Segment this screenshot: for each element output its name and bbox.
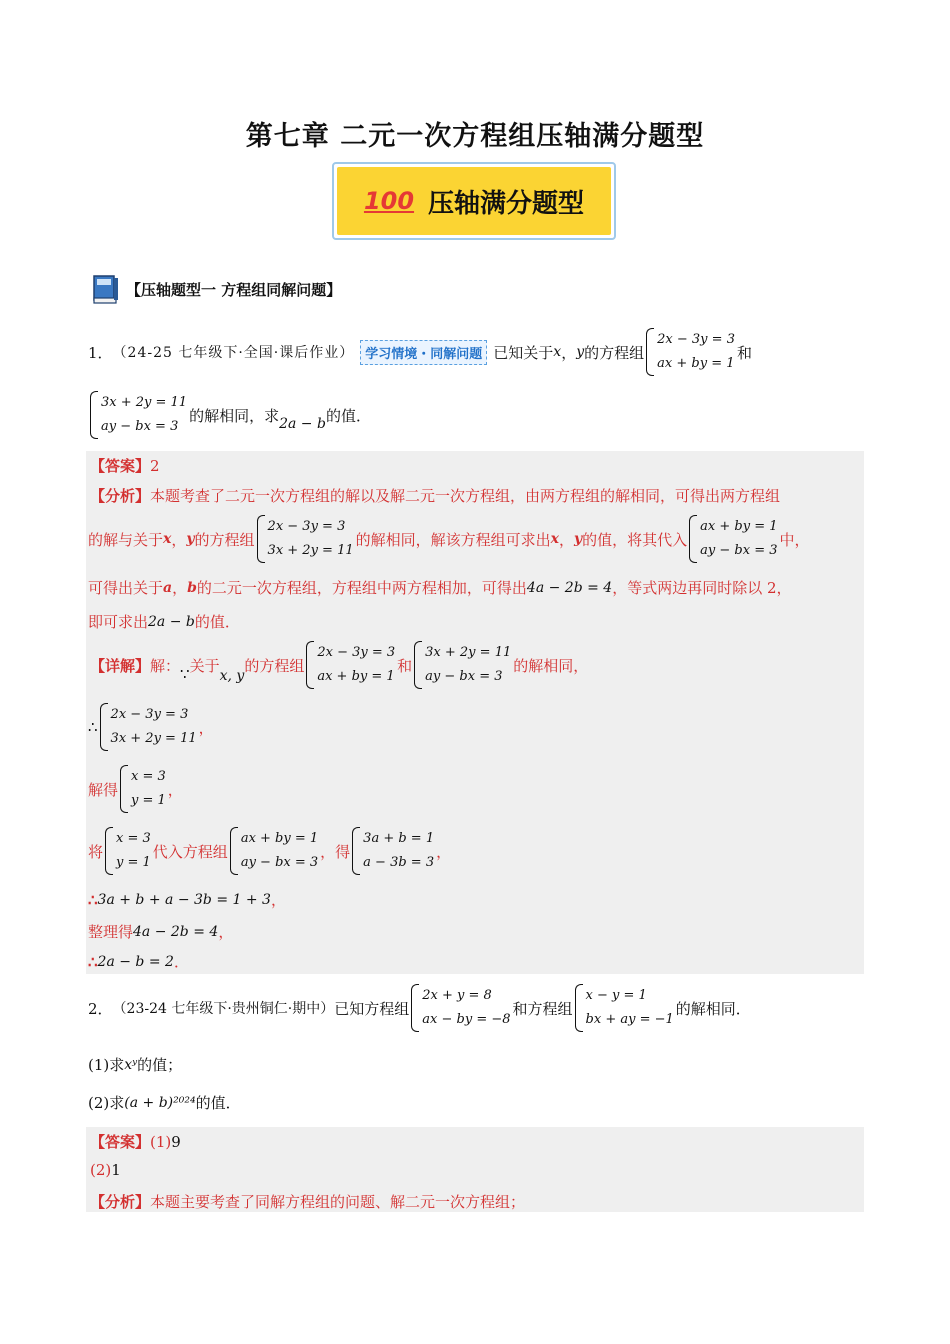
q2-text1: 已知方程组 — [334, 999, 410, 1018]
q1-number: 1． — [88, 343, 113, 362]
therefore-icon-3: ∴ — [88, 952, 98, 971]
analysis1-text2i: 中， — [779, 530, 810, 549]
analysis1-text1: 本题考查了二元一次方程组的解以及解二元一次方程组，由两方程组的解相同，可得出两方程组 — [150, 487, 781, 505]
q1-expr: 2a − b — [279, 416, 326, 432]
q1-and: 和 — [736, 343, 752, 362]
detail1-comma3: ， — [167, 780, 183, 799]
answer2-box — [86, 1127, 864, 1212]
q2-text3: 的解相同． — [675, 999, 751, 1018]
detail1-and: 和 — [397, 656, 413, 675]
detail1-text4c: ，得 — [320, 842, 351, 861]
answer2-part2-value: 1 — [111, 1161, 121, 1179]
analysis2-text: 本题主要考查了同解方程组的问题、解二元一次方程组； — [150, 1193, 526, 1211]
answer2-part1-label: (1) — [150, 1132, 172, 1151]
q2-part1 — [88, 1054, 182, 1075]
q2-part2-text: 的值． — [195, 1094, 241, 1112]
q2-system-b: x − y = 1 bx + ay = −1 — [575, 984, 674, 1032]
analysis1-text3e: 的二元一次方程组，方程组中两方程相加，可得出 — [196, 579, 527, 597]
detail1-system5: 3a + b = 1 a − 3b = 3 — [352, 827, 434, 875]
therefore-icon: ∴ — [88, 718, 98, 736]
analysis1-text4c: 的值． — [194, 613, 240, 631]
q1-system-b: 3x + 2y = 11 ay − bx = 3 — [90, 391, 187, 439]
detail1-comma5: ， — [270, 891, 286, 909]
detail1-comma4: ， — [436, 842, 452, 861]
answer1-value: 2 — [150, 456, 160, 475]
q1-text4: 的值． — [325, 406, 371, 425]
detail1-eq6: 4a − 2b = 4 — [133, 923, 219, 940]
analysis1-text3a: 可得出关于 — [88, 579, 164, 597]
answer1-label: 【答案】 — [90, 457, 151, 475]
analysis1-x2: x — [550, 531, 559, 547]
analysis1-y: y — [186, 531, 195, 547]
analysis1-text2h: 的值，将其代入 — [582, 530, 688, 549]
detail1-text4b: 代入方程组 — [152, 842, 228, 861]
analysis1-eq: 4a − 2b = 4 — [526, 579, 613, 596]
q2-part2-expr: (a + b)²⁰²⁴ — [124, 1094, 196, 1111]
analysis1-text4a: 即可求出 — [88, 613, 149, 631]
book-icon — [90, 272, 122, 306]
q1-y: y — [576, 344, 585, 360]
detail1-text6a: 整理得 — [88, 923, 134, 941]
analysis1-system2: ax + by = 1 ay − bx = 3 — [689, 515, 777, 563]
answer2-part1-value: 9 — [171, 1132, 181, 1151]
q1-line2 — [88, 391, 371, 439]
detail1-text1c: 关于 — [189, 656, 220, 675]
detail1-solution: x = 3 y = 1 — [120, 765, 166, 813]
hundred-icon: 100 — [363, 187, 415, 215]
analysis1-y2: y — [574, 531, 583, 547]
section-heading — [90, 272, 341, 306]
answer2-label: 【答案】 — [90, 1133, 151, 1151]
detail1-eq5: 3a + b + a − 3b = 1 + 3 — [97, 891, 271, 908]
detail1-label: 【详解】 — [90, 656, 151, 675]
q1-line1 — [88, 328, 752, 376]
q2-part2-label: (2)求 — [88, 1094, 125, 1112]
q2-system-a: 2x + y = 8 ax − by = −8 — [411, 984, 510, 1032]
therefore-icon-2: ∴ — [88, 890, 98, 909]
detail1-system4: ax + by = 1 ay − bx = 3 — [230, 827, 318, 875]
analysis1-expr: 2a − b — [148, 613, 195, 630]
q2-part1-text: 的值； — [137, 1056, 183, 1074]
analysis1-text2b: 的方程组 — [194, 530, 255, 549]
q2-number: 2． — [88, 999, 113, 1018]
answer2-part2-label: (2) — [90, 1161, 112, 1179]
detail1-comma2: ， — [198, 718, 214, 737]
analysis1-text2d: 的解相同，解该方程组可求出 — [355, 530, 551, 549]
analysis1-system: 2x − 3y = 3 3x + 2y = 11 — [257, 515, 354, 563]
detail1-solve-label: 解得 — [88, 780, 119, 799]
detail1-text4a: 将 — [88, 842, 104, 861]
q1-text2: 的方程组 — [584, 343, 645, 362]
because-icon: ∵ — [180, 665, 190, 683]
detail1-text1e: 的方程组 — [244, 656, 305, 675]
analysis1-x: x — [163, 531, 172, 547]
analysis1-comma2: ， — [559, 530, 575, 549]
detail1-system1: 2x − 3y = 3 ax + by = 1 — [306, 641, 395, 689]
page-title: 第七章 二元一次方程组压轴满分题型 — [245, 121, 705, 152]
detail1-text1g: 的解相同， — [513, 656, 589, 675]
banner — [332, 162, 616, 240]
analysis1-a: a — [163, 579, 173, 596]
answer1-box — [86, 451, 864, 974]
analysis2-label: 【分析】 — [90, 1193, 151, 1211]
analysis1-b: b — [187, 579, 197, 596]
detail1-text1a: 解： — [150, 656, 181, 675]
q1-source: （24-25 七年级下·全国·课后作业） — [112, 345, 355, 361]
detail1-eq7: 2a − b = 2 — [97, 953, 174, 970]
q2-text2: 和方程组 — [512, 999, 573, 1018]
detail1-comma6: ， — [218, 923, 234, 941]
analysis1-text2a: 的解与关于 — [88, 530, 164, 549]
banner-label: 压轴满分题型 — [428, 188, 585, 219]
section-label: 【压轴题型一 方程组同解问题】 — [126, 280, 342, 299]
detail1-system2: 3x + 2y = 11 ay − bx = 3 — [414, 641, 511, 689]
q1-tag: 学习情境・同解问题 — [360, 340, 487, 365]
detail1-system3: 2x − 3y = 3 3x + 2y = 11 — [100, 703, 197, 751]
q2-source: （23-24 七年级下·贵州铜仁·期中） — [112, 1001, 335, 1017]
q1-text1: 已知关于 — [493, 343, 554, 362]
detail1-solution2: x = 3 y = 1 — [105, 827, 151, 875]
q2-part1-label: (1)求 — [88, 1056, 125, 1074]
q2-part2 — [88, 1092, 241, 1113]
q1-system-a: 2x − 3y = 3 ax + by = 1 — [646, 328, 735, 376]
analysis1-comma3: ， — [172, 579, 188, 597]
q1-comma: ， — [561, 343, 577, 362]
analysis1-comma: ， — [171, 530, 187, 549]
q1-text3: 的解相同，求 — [189, 406, 280, 425]
analysis1-text3g: ，等式两边再同时除以 2， — [612, 579, 792, 597]
detail1-xy: x, y — [219, 668, 245, 684]
q2-line1 — [88, 984, 751, 1032]
q1-x: x — [553, 344, 562, 360]
analysis1-label: 【分析】 — [90, 487, 151, 505]
q2-part1-expr: xʸ — [124, 1056, 138, 1073]
detail1-period: ． — [173, 953, 189, 971]
